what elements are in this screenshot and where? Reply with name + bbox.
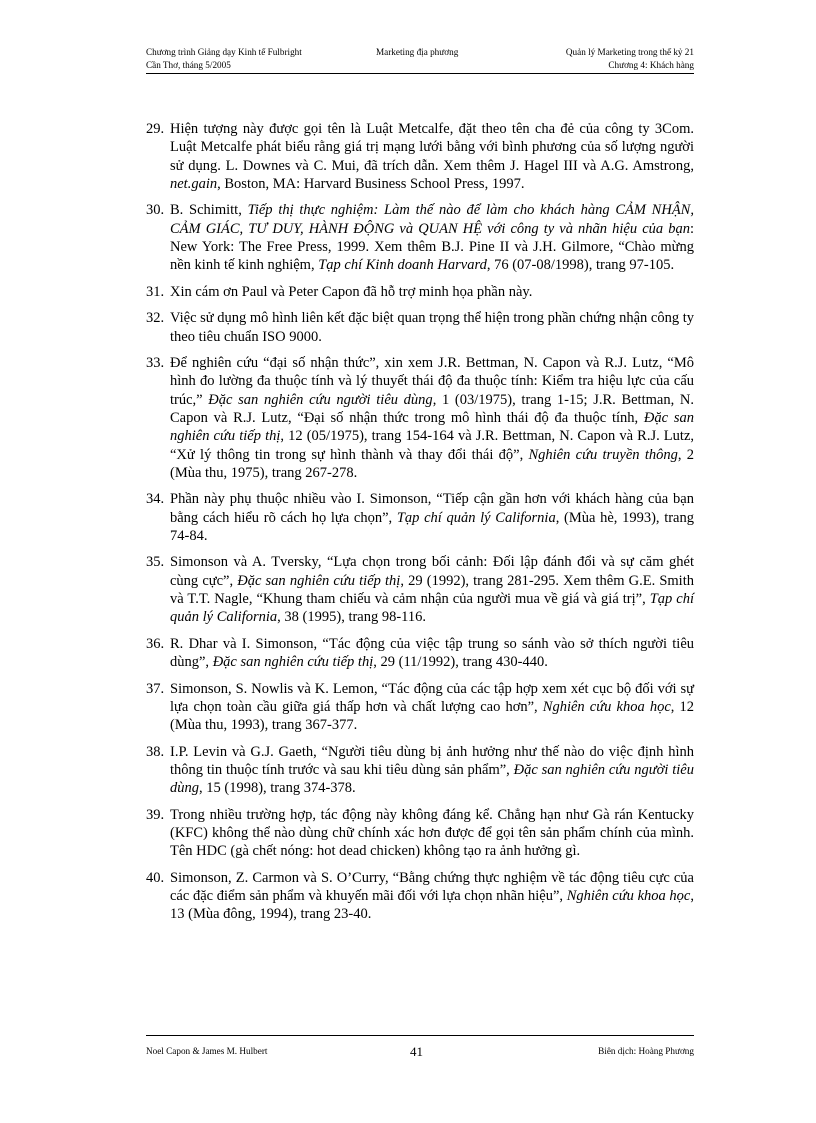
footer-divider	[146, 1035, 694, 1036]
endnote	[146, 806, 694, 861]
endnote-number: 34.	[146, 491, 165, 508]
endnote-title-italic: Nghiên cứu khoa học	[566, 888, 691, 905]
header-course: Marketing địa phương	[376, 47, 459, 57]
endnote-title-italic: Tạp chí Kinh doanh Harvard	[318, 257, 487, 274]
endnote	[146, 680, 694, 735]
endnote-title-italic: Nghiên cứu khoa học	[542, 698, 671, 715]
endnote-title-italic: Tạp chí quản lý California	[170, 590, 694, 626]
endnote-text: Việc sử dụng mô hình liên kết đặc biệt quan trọng thể hiện trong phần chứng nhận công ty theo tiêu chuẩn ISO 9000.	[170, 310, 694, 345]
endnote-text: , 15 (1998), trang 374-378.	[199, 780, 356, 797]
header-chapter	[566, 46, 694, 72]
endnote	[146, 309, 694, 346]
endnote-text: Simonson, Z. Carmon và S. O’Curry, “Bằng chứng thực nghiệm về tác động tiêu cực của các đặc điểm sản phẩm và khuyến mãi đối với lựa chọn nhãn hiệu”,	[170, 869, 694, 905]
endnote-title-italic: Tạp chí quản lý California	[396, 509, 556, 526]
endnote-text: : New York: The Free Press, 1999. Xem thêm B.J. Pine II và J.H. Gilmore, “Chào mừng nền kinh tế kinh nghiệm,	[170, 220, 694, 274]
header-place-date: Cần Thơ, tháng 5/2005	[146, 60, 231, 70]
endnote-text: , 29 (1992), trang 281-295. Xem thêm G.E. Smith và T.T. Nagle, “Khung tham chiếu và cảm nhận của người mua về giá và giá trị”,	[170, 572, 694, 607]
endnotes-list	[146, 120, 694, 932]
endnote-title-italic: Tiếp thị thực nghiệm: Làm thế nào để làm cho khách hàng CẢM NHẬN, CẢM GIÁC, TƯ DUY, HÀNH ĐỘNG và QUAN HỆ với công ty và nhãn hiệu của bạn	[170, 202, 694, 237]
endnote	[146, 354, 694, 482]
endnote-text: Simonson, S. Nowlis và K. Lemon, “Tác động của các tập hợp xem xét cục bộ đối với sự lựa chọn toàn cầu giữa giá thấp hơn và chất lượng cao hơn”,	[170, 680, 694, 715]
endnote-text: , 1 (03/1975), trang 1-15; J.R. Bettman, N. Capon và R.J. Lutz, “Đại số nhận thức trong mô hình thái độ đa thuộc tính,	[170, 391, 694, 426]
endnote-number: 32.	[146, 310, 165, 327]
endnote-number: 40.	[146, 869, 165, 886]
endnote-text: , 29 (11/1992), trang 430-440.	[373, 654, 548, 671]
endnote-text: Trong nhiều trường hợp, tác động này không đáng kể. Chẳng hạn như Gà rán Kentucky (KFC) không thể nào dùng chữ chính xác hơn được để gọi tên sản phẩm chính của mình. Tên HDC (gà chết nóng: hot dead chicken) không tạo ra ảnh hưởng gì.	[170, 806, 694, 860]
endnote-text: , 12 (Mùa thu, 1993), trang 367-377.	[170, 698, 695, 734]
page-footer	[146, 1035, 694, 1065]
endnote-text: Phần này phụ thuộc nhiều vào I. Simonson, “Tiếp cận gần hơn với khách hàng của bạn bằng cách hiểu rõ cách họ lựa chọn”,	[170, 491, 694, 526]
endnote-title-italic: Đặc san nghiên cứu tiếp thị	[237, 572, 401, 589]
endnote-title-italic: net.gain	[170, 175, 218, 192]
endnote-number: 36.	[146, 635, 165, 652]
header-book-title: Quản lý Marketing trong thế kỷ 21	[565, 47, 694, 57]
endnote	[146, 635, 694, 672]
endnote	[146, 120, 694, 193]
header-program	[146, 46, 302, 72]
endnote-text: Để nghiên cứu “đại số nhận thức”, xin xem J.R. Bettman, N. Capon và R.J. Lutz, “Mô hình đo lường đa thuộc tính và lý thuyết thái độ đa thuộc tính: Kiểm tra hiệu lực của cấu trúc,”	[170, 355, 694, 408]
endnote-text: Simonson và A. Tversky, “Lựa chọn trong bối cảnh: Đối lập đánh đổi và sự căm ghét cùng cực”,	[170, 554, 694, 589]
endnote	[146, 201, 694, 274]
endnote-text: R. Dhar và I. Simonson, “Tác động của việc tập trung so sánh vào sở thích người tiêu dùng”,	[170, 635, 694, 671]
endnote-title-italic: Đặc san nghiên cứu tiếp thị	[170, 409, 694, 445]
endnote	[146, 869, 694, 924]
endnote-text: , 76 (07-08/1998), trang 97-105.	[486, 257, 675, 274]
page-number: 41	[410, 1044, 423, 1059]
endnote-text: , 38 (1995), trang 98-116.	[277, 609, 427, 626]
endnote-number: 35.	[146, 554, 165, 571]
endnote-text: I.P. Levin và G.J. Gaeth, “Người tiêu dùng bị ảnh hưởng như thế nào do việc định hình thông tin thuộc tính trước và sau khi tiêu dùng sản phẩm”,	[170, 743, 694, 778]
header-chapter-title: Chương 4: Khách hàng	[608, 60, 694, 70]
endnote-text: Xin cám ơn Paul và Peter Capon đã hỗ trợ minh họa phần này.	[170, 283, 533, 300]
endnote-number: 33.	[146, 355, 165, 372]
header-program-name: Chương trình Giảng dạy Kinh tế Fulbright	[146, 47, 302, 57]
endnote	[146, 490, 694, 545]
endnote-title-italic: Đặc san nghiên cứu tiếp thị	[212, 654, 374, 671]
endnote-number: 37.	[146, 680, 165, 697]
endnote-text: , Boston, MA: Harvard Business School Press, 1997.	[217, 175, 525, 192]
endnote-title-italic: Đặc san nghiên cứu người tiêu dùng	[170, 761, 694, 797]
endnote-number: 38.	[146, 743, 165, 760]
footer-authors: Noel Capon & James M. Hulbert	[146, 1046, 268, 1056]
endnote	[146, 553, 694, 626]
endnote-number: 31.	[146, 283, 165, 300]
header-divider	[146, 73, 694, 74]
endnote-text: B. Schimitt,	[170, 202, 248, 219]
endnote-title-italic: Nghiên cứu truyền thông	[528, 446, 678, 463]
endnote-text: Hiện tượng này được gọi tên là Luật Metcalfe, đặt theo tên cha đẻ của công ty 3Com. Luật Metcalfe phát biểu rằng giá trị mạng lưới bằng với bình phương của số lượng người sử dụng. L. Downes và C. Mui, đã trích dẫn. Xem thêm J. Hagel III và A.G. Amstrong,	[170, 121, 694, 174]
endnote-title-italic: Đặc san nghiên cứu người tiêu dùng	[208, 391, 433, 408]
page-header	[146, 46, 694, 76]
endnote-text: , 2 (Mùa thu, 1975), trang 267-278.	[170, 446, 695, 481]
endnote-number: 30.	[146, 202, 165, 219]
footer-translator: Biên dịch: Hoàng Phương	[598, 1046, 694, 1056]
endnote-text: , 13 (Mùa đông, 1994), trang 23-40.	[170, 888, 694, 923]
endnote	[146, 283, 694, 301]
endnote-number: 29.	[146, 121, 165, 137]
endnote-number: 39.	[146, 806, 165, 823]
endnote	[146, 743, 694, 798]
endnote-text: , (Mùa hè, 1993), trang 74-84.	[170, 509, 694, 544]
endnote-text: , 12 (05/1975), trang 154-164 và J.R. Bettman, N. Capon và R.J. Lutz, “Xử lý thông tin trong sự hình thành và thay đổi thái độ”,	[170, 428, 695, 463]
